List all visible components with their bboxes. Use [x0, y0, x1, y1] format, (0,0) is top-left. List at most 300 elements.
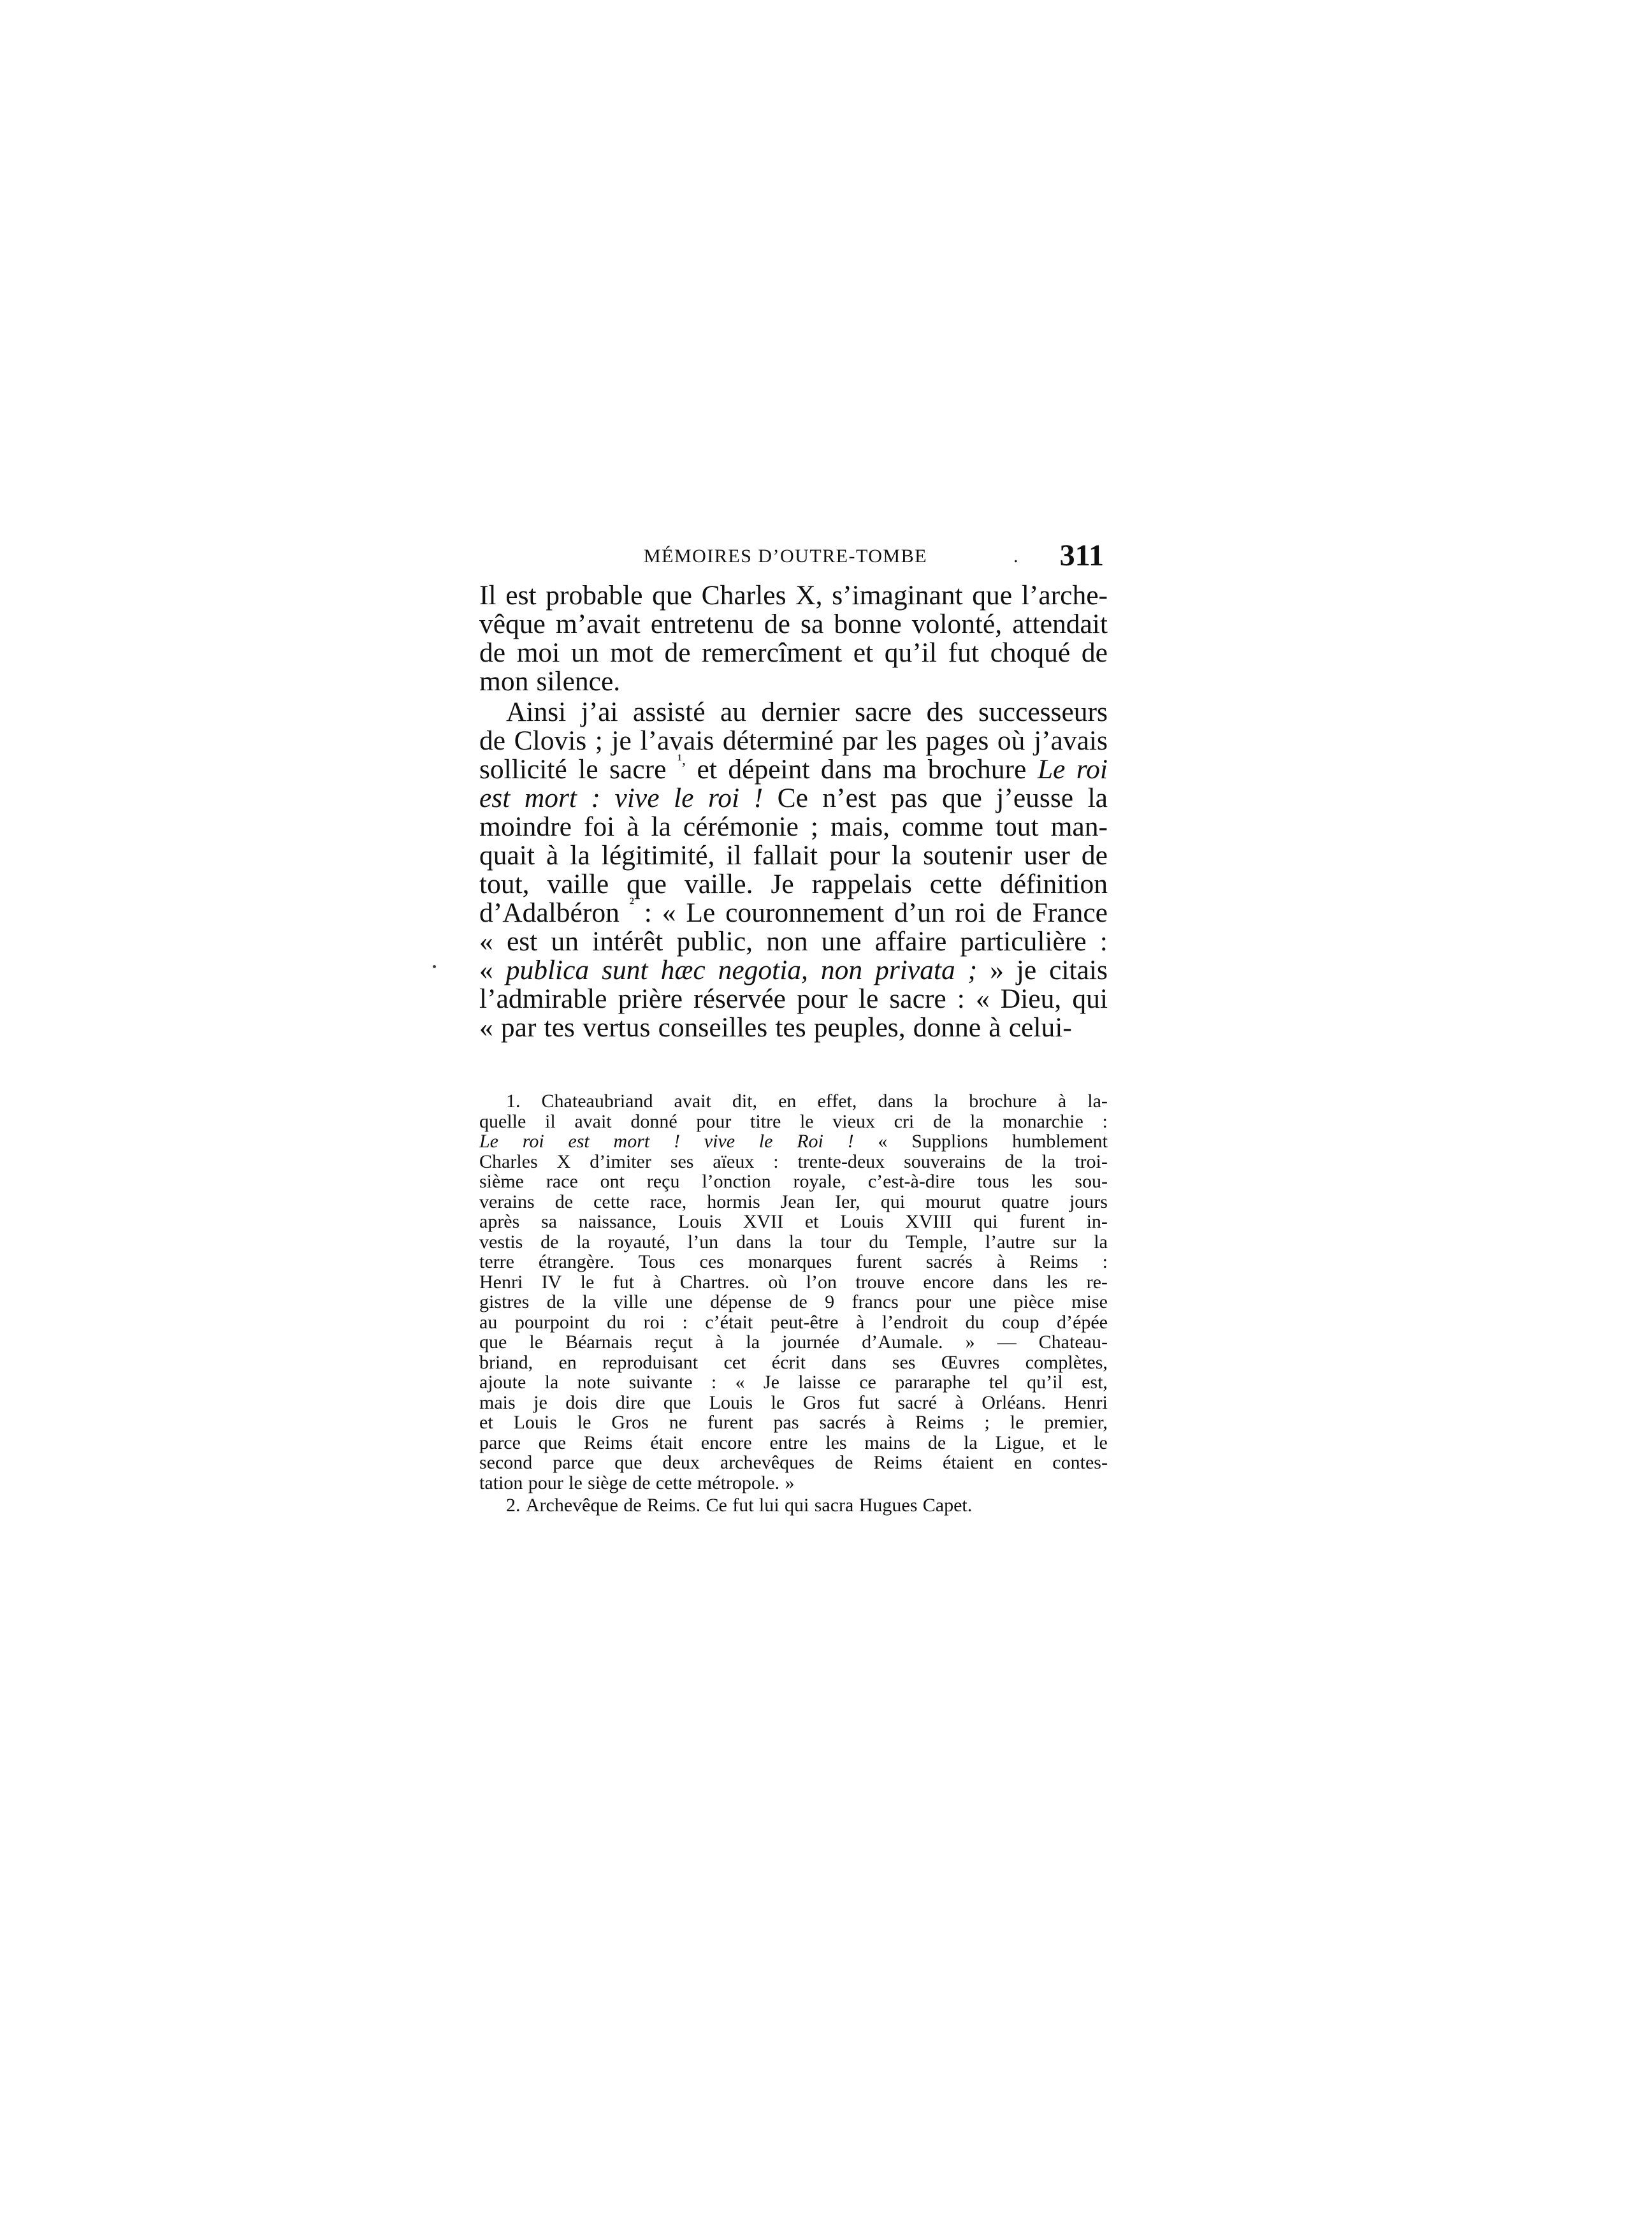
footnote-word: sacrés: [819, 1412, 866, 1433]
footnote-word: laisse: [798, 1372, 841, 1393]
body-word: pour: [829, 840, 880, 871]
body-word: ma: [883, 754, 917, 785]
footnote-word: ont: [600, 1171, 625, 1192]
footnote-word: Louis: [677, 1211, 722, 1232]
footnote-word: ne: [669, 1412, 688, 1433]
body-word: par: [842, 725, 878, 756]
body-word: remercîment: [702, 637, 843, 668]
footnote-word: les: [1031, 1171, 1053, 1192]
footnote-word: cri: [894, 1110, 915, 1132]
footnote-word: jours: [1069, 1191, 1108, 1212]
footnote-word: premier,: [1044, 1412, 1108, 1433]
body-word: vaille.: [684, 869, 753, 899]
footnote-word: —: [997, 1332, 1017, 1353]
footnote-word: au: [479, 1311, 498, 1333]
footnote-word: :: [1102, 1251, 1108, 1272]
footnote-word: Archevêque: [525, 1495, 618, 1516]
body-word: m’avait: [555, 609, 641, 639]
footnote-word: l’autre: [985, 1231, 1036, 1252]
body-word: «: [479, 955, 493, 985]
footnote-word: Jean: [780, 1191, 815, 1212]
footnote-word: IV: [541, 1271, 562, 1293]
body-word: pas: [890, 783, 928, 813]
body-word: foi: [583, 811, 615, 842]
footnote-word: le: [569, 1472, 583, 1493]
footnote-word: reçut: [655, 1332, 693, 1353]
body-word: à: [546, 840, 559, 871]
footnote-word: X: [556, 1151, 571, 1172]
footnote-word: fut: [612, 1271, 634, 1293]
footnote-word: Henri: [1064, 1391, 1108, 1413]
body-word: bonne: [834, 609, 902, 639]
footnote-word: avait: [574, 1110, 612, 1132]
body-word: non: [766, 926, 808, 957]
body-word: sacre: [609, 754, 667, 785]
body-word: ;: [595, 725, 603, 756]
footnote-line: [479, 1372, 1108, 1393]
footnote-word: ;: [984, 1412, 990, 1433]
body-word: sollicité: [479, 754, 567, 785]
footnote-word: furent: [707, 1412, 753, 1433]
footnote-word: Roi: [797, 1131, 823, 1152]
body-word: non: [820, 955, 863, 985]
footnote-word: furent: [856, 1251, 902, 1272]
body-line: [479, 639, 1108, 667]
footnote-word: la: [582, 1291, 597, 1312]
body-word: un: [551, 926, 579, 957]
footnote-word: mort: [613, 1131, 650, 1152]
footnote-word: Reims: [873, 1452, 923, 1473]
body-word: Ce: [777, 783, 808, 813]
footnote-word: à: [996, 1251, 1006, 1272]
footnote-word: pararaphe: [895, 1372, 971, 1393]
footnote-word: :: [1102, 1110, 1108, 1132]
body-word: une: [821, 926, 862, 957]
body-word: déterminé: [722, 725, 834, 756]
footnote-word: la: [1094, 1231, 1108, 1252]
footnote-reference: ²: [629, 895, 634, 912]
body-word: Je: [771, 869, 794, 899]
body-word: hæc: [660, 955, 706, 985]
footnote-word: Béarnais: [565, 1332, 633, 1353]
footnote-word: ce: [859, 1372, 876, 1393]
body-word: la: [570, 840, 590, 871]
footnote-word: de: [540, 1231, 559, 1252]
footnote-word: sa: [540, 1211, 557, 1232]
body-word: d’Adalbéron: [479, 897, 620, 928]
footnote-word: en: [558, 1351, 577, 1373]
body-word: vertus: [583, 1012, 651, 1043]
body-word: est: [506, 926, 538, 957]
footnote-word: le: [1010, 1412, 1024, 1433]
footnote-word: vestis: [479, 1231, 523, 1252]
footnote-word: en: [1013, 1452, 1032, 1473]
body-line: [479, 727, 1108, 755]
body-word: fut: [948, 637, 979, 668]
footnote-word: Orléans.: [982, 1391, 1047, 1413]
body-word: des: [926, 697, 964, 727]
footnote-line: [479, 1131, 1108, 1152]
footnote-word: d’Aumale.: [862, 1332, 943, 1353]
body-word: un: [571, 637, 599, 668]
footnote-word: fut: [858, 1391, 880, 1413]
footnote-line: [479, 1152, 1108, 1172]
footnote-word: et: [479, 1412, 493, 1433]
footnote-word: Louis: [709, 1391, 753, 1413]
body-word: est: [505, 580, 537, 611]
footnote-word: dans: [735, 1231, 771, 1252]
footnote-word: entre: [769, 1432, 808, 1453]
body-word: cérémonie: [683, 811, 799, 842]
body-word: sa: [801, 609, 824, 639]
footnote-line: [479, 1212, 1108, 1232]
footnote-word: l’on: [806, 1271, 837, 1293]
footnote-word: cette: [593, 1191, 630, 1212]
footnote-word: à: [653, 1271, 662, 1293]
body-word: brochure: [927, 754, 1027, 785]
footnote-word: à: [855, 1311, 865, 1333]
footnote-word: la: [576, 1231, 590, 1252]
body-word: conseilles: [658, 1012, 768, 1043]
footnote-word: la: [544, 1372, 559, 1393]
footnote-word: est: [568, 1131, 590, 1152]
body-word: est: [479, 783, 511, 813]
body-word: «: [662, 897, 676, 928]
footnote-word: note: [577, 1372, 611, 1393]
body-word: n’est: [822, 783, 876, 813]
footnote-word: où: [768, 1271, 788, 1293]
footnote-word: :: [773, 1151, 779, 1172]
footnote-word: gistres: [479, 1291, 530, 1312]
body-line: [479, 751, 1108, 785]
body-word: France: [1032, 897, 1108, 928]
footnote-word: le: [771, 1391, 785, 1413]
footnote-word: troi-: [1075, 1151, 1108, 1172]
footnote-word: reproduisant: [602, 1351, 699, 1373]
body-word: mais,: [830, 811, 890, 842]
footnote-word: je: [533, 1391, 547, 1413]
body-word: de: [1081, 840, 1108, 871]
body-word: que: [627, 869, 667, 899]
body-word: définition: [999, 869, 1108, 899]
footnote-word: ces: [699, 1251, 724, 1272]
footnote-word: le: [577, 1412, 591, 1433]
footnote-word: royauté,: [607, 1231, 670, 1252]
footnote-word: Henri: [479, 1271, 523, 1293]
footnote-word: roi: [522, 1131, 544, 1152]
footnote-word: :: [711, 1372, 717, 1393]
body-word: attendait: [1012, 609, 1108, 639]
footnote-line: [479, 1272, 1108, 1293]
footnote-word: la: [746, 1332, 760, 1353]
footnote-word: et: [804, 1211, 819, 1232]
footnote-word: furent: [1019, 1211, 1065, 1232]
body-word: que: [972, 580, 1013, 611]
footnote-word: une: [968, 1291, 997, 1312]
footnote-word: suivante: [628, 1372, 693, 1393]
footnote-word: les: [1046, 1271, 1068, 1293]
body-word: vêque: [479, 609, 546, 639]
footnote-line: [479, 1453, 1108, 1473]
footnote-word: et: [1062, 1432, 1076, 1453]
body-word: cette: [929, 869, 982, 899]
footnote-word: roi: [643, 1311, 665, 1333]
footnote-word: était: [650, 1432, 683, 1453]
body-word: j’avais: [1033, 725, 1108, 756]
footnotes: [479, 1091, 1108, 1516]
footnote-word: ses: [670, 1151, 694, 1172]
body-word: man-: [1050, 811, 1108, 842]
body-word: à: [989, 1012, 1001, 1043]
body-word: !: [753, 783, 764, 813]
footnote-word: pour: [916, 1291, 952, 1312]
footnote-word: Œuvres: [941, 1351, 1000, 1373]
footnote-word: monarques: [748, 1251, 832, 1272]
footnote-word: dans: [878, 1091, 913, 1112]
footnote-word: c’était: [705, 1311, 753, 1333]
body-word: le: [578, 754, 598, 785]
footnote-word: de: [546, 1291, 565, 1312]
body-word: tout: [995, 811, 1039, 842]
footnote-line: [479, 1353, 1108, 1373]
body-word: citais: [1049, 955, 1108, 985]
footnote-word: de: [835, 1452, 853, 1473]
footnote-word: Chartres.: [679, 1271, 750, 1293]
body-word: «: [975, 984, 990, 1014]
footnote-word: cette: [655, 1472, 692, 1493]
footnote-word: sième: [479, 1171, 524, 1192]
footnote-word: sou-: [1075, 1171, 1108, 1192]
footnote-word: royale,: [793, 1171, 846, 1192]
body-word: couronnement: [725, 897, 884, 928]
footnote-word: l’un: [687, 1231, 719, 1252]
footnote-word: Gros: [802, 1391, 841, 1413]
body-line: [479, 870, 1108, 899]
body-word: «: [479, 926, 493, 957]
footnote-word: francs: [851, 1291, 899, 1312]
footnote-word: parce: [553, 1452, 595, 1473]
footnote-word: la: [934, 1091, 948, 1112]
header-separator: .: [1013, 546, 1018, 567]
footnote-word: 9: [825, 1291, 835, 1312]
body-word: Il: [479, 580, 496, 611]
body-word: fallait: [753, 840, 818, 871]
footnote-word: ville: [613, 1291, 648, 1312]
body-word: entretenu: [650, 609, 754, 639]
body-word: je: [1016, 955, 1037, 985]
body-line: [479, 1013, 1108, 1042]
body-word: qui: [1072, 984, 1108, 1014]
footnote-word: la: [963, 1432, 978, 1453]
footnote-word: »: [965, 1332, 975, 1353]
footnote-line: [479, 1192, 1108, 1212]
footnote-word: métropole.: [697, 1472, 780, 1493]
footnote-word: quatre: [1001, 1191, 1049, 1212]
body-word: dépeint: [728, 754, 810, 785]
body-line: [479, 698, 1108, 727]
body-word: et: [853, 637, 874, 668]
footnote-word: :: [682, 1311, 688, 1333]
body-word: rappelais: [811, 869, 912, 899]
footnote-word: Chateau-: [1038, 1332, 1108, 1353]
footnote-word: Le: [479, 1131, 498, 1152]
footnote-word: quelle: [479, 1110, 526, 1132]
body-line: [479, 985, 1108, 1013]
footnote-word: qui: [973, 1211, 998, 1232]
body-word: de: [664, 637, 691, 668]
footnote-word: sur: [1052, 1231, 1076, 1252]
body-word: légitimité,: [601, 840, 715, 871]
footnote-word: 1.: [506, 1091, 521, 1112]
footnote-word: qu’il: [1027, 1372, 1063, 1393]
footnote-word: écrit: [771, 1351, 806, 1373]
body-word: par: [500, 1012, 537, 1043]
footnote-line: [479, 1091, 1108, 1112]
body-word: l’admirable: [479, 984, 607, 1014]
body-line: [479, 956, 1108, 985]
body-word: quait: [479, 840, 535, 871]
footnote-word: Gros: [611, 1412, 649, 1433]
footnote-word: Louis: [840, 1211, 884, 1232]
footnote-word: la: [969, 1110, 984, 1132]
footnote-word: après: [479, 1211, 520, 1232]
footnote-word: sacré: [897, 1391, 937, 1413]
body-word: comme: [901, 811, 984, 842]
footnote-line: [479, 1393, 1108, 1413]
margin-speck: [433, 965, 436, 968]
body-word: tes: [775, 1012, 806, 1043]
body-word: [677, 751, 686, 784]
footnote-word: reçu: [646, 1171, 680, 1192]
body-word: j’ai: [581, 697, 618, 727]
footnote-word: briand,: [479, 1351, 533, 1373]
footnote-word: la-: [1087, 1091, 1108, 1112]
footnote-word: que: [614, 1452, 642, 1473]
footnote-word: Charles: [479, 1151, 538, 1172]
footnote-word: parce: [479, 1432, 521, 1453]
footnote-word: dire: [615, 1391, 646, 1413]
footnote-word: mais: [479, 1391, 516, 1413]
body-line: [479, 841, 1108, 870]
footnote-word: «: [735, 1372, 745, 1393]
footnote-word: Reims: [583, 1432, 633, 1453]
running-title: MÉMOIRES D’OUTRE-TOMBE: [644, 546, 927, 567]
footnote-word: les: [825, 1432, 847, 1453]
footnote-word: pour: [528, 1472, 563, 1493]
body-word: mort: [524, 783, 577, 813]
footnote-word: ses: [892, 1351, 916, 1373]
body-word: roi: [707, 783, 740, 813]
body-word: particulière: [960, 926, 1087, 957]
body-word: et: [697, 754, 717, 785]
body-word: ;: [967, 955, 978, 985]
footnote-word: aïeux: [713, 1151, 755, 1172]
body-word: moi: [516, 637, 560, 668]
body-word: ;: [810, 811, 819, 842]
footnote-line: [479, 1172, 1108, 1192]
footnote-word: sacra: [814, 1495, 854, 1516]
footnote-line: [479, 1495, 1108, 1516]
body-word: Charles: [701, 580, 786, 611]
footnote-word: trouve: [855, 1271, 905, 1293]
footnote-word: pièce: [1013, 1291, 1054, 1312]
footnote-word: hormis: [707, 1191, 760, 1212]
body-word: probable: [546, 580, 643, 611]
footnote-word: tel: [989, 1372, 1008, 1393]
body-word: pour: [797, 984, 848, 1014]
footnote-word: donné: [630, 1110, 677, 1132]
footnote-word: Ce: [706, 1495, 727, 1516]
footnote-word: de: [927, 1432, 946, 1453]
footnote-word: cet: [723, 1351, 746, 1373]
footnote-word: de: [932, 1110, 952, 1132]
footnote-word: d’imiter: [590, 1151, 651, 1172]
body-word: Dieu,: [1000, 984, 1062, 1014]
footnote-word: effet,: [817, 1091, 857, 1112]
body-word: tes: [544, 1012, 575, 1043]
footnote-word: lui: [758, 1495, 779, 1516]
body-word: d’un: [894, 897, 945, 928]
body-word: la: [651, 811, 671, 842]
body-word: celui-: [1008, 1012, 1072, 1043]
body-word: à: [627, 811, 639, 842]
body-line: [479, 667, 1108, 696]
footnote-word: !: [847, 1131, 854, 1152]
footnote-word: humblement: [1011, 1131, 1108, 1152]
body-word: de: [996, 897, 1022, 928]
footnote-word: Temple,: [906, 1231, 968, 1252]
running-header: [479, 537, 1108, 575]
body-word: :: [957, 984, 965, 1014]
body-word: que: [941, 783, 982, 813]
body-word: assisté: [632, 697, 706, 727]
footnote-word: trente-deux: [797, 1151, 885, 1172]
footnote-word: le: [1094, 1432, 1108, 1453]
footnote-word: complètes,: [1025, 1351, 1108, 1373]
footnote-word: est,: [1082, 1372, 1108, 1393]
footnote-line: [479, 1292, 1108, 1312]
body-word: au: [720, 697, 746, 727]
footnote-line: [479, 1252, 1108, 1272]
footnote-word: Hugues: [859, 1495, 918, 1516]
footnote-word: de: [789, 1291, 808, 1312]
body-word: affaire: [874, 926, 947, 957]
body-word: :: [644, 897, 652, 928]
footnote-word: !: [673, 1131, 680, 1152]
footnote-word: dit,: [732, 1091, 758, 1112]
footnote-word: Ier,: [835, 1191, 860, 1212]
footnote-word: d’épée: [1057, 1311, 1108, 1333]
body-word: publica: [505, 955, 590, 985]
footnote-line: [479, 1312, 1108, 1333]
footnote-word: verains: [479, 1191, 535, 1212]
footnote-word: dans: [992, 1271, 1028, 1293]
body-word: tout,: [479, 869, 530, 899]
footnote-word: dépense: [710, 1291, 772, 1312]
footnote-word: encore: [700, 1432, 752, 1453]
footnote-word: in-: [1086, 1211, 1108, 1232]
footnote-word: du: [965, 1311, 985, 1333]
footnote-word: contes-: [1052, 1452, 1108, 1473]
footnote-word: dois: [565, 1391, 598, 1413]
body-word: il: [726, 840, 742, 871]
body-word: la: [891, 840, 912, 871]
body-word: mon: [479, 666, 529, 697]
body-word: Clovis: [514, 725, 587, 756]
body-word: »: [990, 955, 1004, 985]
body-word: :: [1099, 926, 1108, 957]
footnote-word: le: [580, 1271, 595, 1293]
